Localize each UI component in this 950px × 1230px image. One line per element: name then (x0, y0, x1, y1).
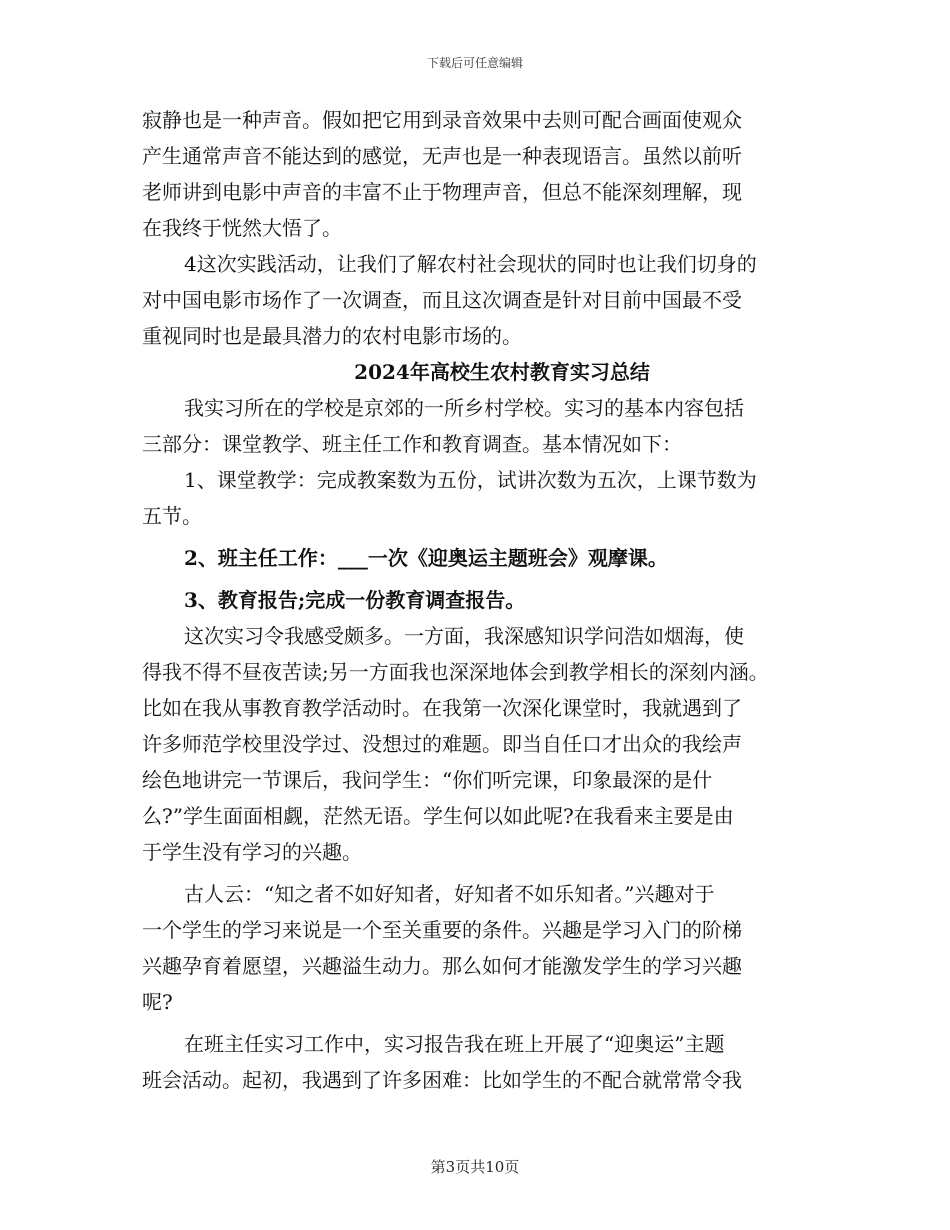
paragraph-line: 么?”学生面面相觑，茫然无语。学生何以如此呢?在我看来主要是由 (142, 804, 734, 828)
paragraph-line: 1、课堂教学：完成教案数为五份，试讲次数为五次，上课节数为 (184, 468, 757, 492)
bold-list-item: 2、班主任工作：___一次《迎奥运主题班会》观摩课。 (184, 546, 668, 570)
paragraph-line: 这次实习令我感受颇多。一方面，我深感知识学问浩如烟海，使 (184, 624, 744, 648)
paragraph-line: 三部分：课堂教学、班主任工作和教育调查。基本情况如下： (142, 432, 682, 456)
paragraph-line: 重视同时也是最具潜力的农村电影市场的。 (142, 324, 522, 348)
paragraph-line: 产生通常声音不能达到的感觉，无声也是一种表现语言。虽然以前听 (142, 144, 742, 168)
paragraph-line: 一个学生的学习来说是一个至关重要的条件。兴趣是学习入门的阶梯 (142, 918, 742, 942)
paragraph-line: 在我终于恍然大悟了。 (142, 216, 342, 240)
paragraph-line: 古人云：“知之者不如好知者，好知者不如乐知者。”兴趣对于 (184, 882, 715, 906)
document-body (142, 102, 822, 1098)
paragraph-line: 我实习所在的学校是京郊的一所乡村学校。实习的基本内容包括 (184, 396, 744, 420)
bold-list-item: 3、教育报告;完成一份教育调查报告。 (184, 588, 526, 612)
paragraph-line: 呢? (142, 990, 173, 1014)
page-header: 下载后可任意编辑 (426, 56, 523, 70)
paragraph-line: 兴趣孕育着愿望，兴趣溢生动力。那么如何才能激发学生的学习兴趣 (142, 954, 742, 978)
section-title: 2024年高校生农村教育实习总结 (354, 360, 650, 384)
paragraph-line: 对中国电影市场作了一次调查，而且这次调查是针对目前中国最不受 (142, 288, 742, 312)
page-footer: 第3页共10页 (430, 1158, 520, 1176)
paragraph-line: 于学生没有学习的兴趣。 (142, 840, 362, 864)
paragraph-line: 五节。 (142, 504, 202, 528)
paragraph-line: 4这次实践活动，让我们了解农村社会现状的同时也让我们切身的 (184, 252, 757, 276)
paragraph-line: 在班主任实习工作中，实习报告我在班上开展了“迎奥运”主题 (184, 1032, 725, 1056)
paragraph-line: 班会活动。起初，我遇到了许多困难：比如学生的不配合就常常令我 (142, 1068, 742, 1092)
paragraph-line: 得我不得不昼夜苦读;另一方面我也深深地体会到教学相长的深刻内涵。 (142, 660, 769, 684)
paragraph-line: 比如在我从事教育教学活动时。在我第一次深化课堂时，我就遇到了 (142, 696, 742, 720)
paragraph-line: 许多师范学校里没学过、没想过的难题。即当自任口才出众的我绘声 (142, 732, 742, 756)
paragraph-line: 绘色地讲完一节课后，我问学生：“你们听完课，印象最深的是什 (142, 768, 713, 792)
paragraph-line: 老师讲到电影中声音的丰富不止于物理声音，但总不能深刻理解，现 (142, 180, 742, 204)
paragraph-line: 寂静也是一种声音。假如把它用到录音效果中去则可配合画面使观众 (142, 108, 742, 132)
